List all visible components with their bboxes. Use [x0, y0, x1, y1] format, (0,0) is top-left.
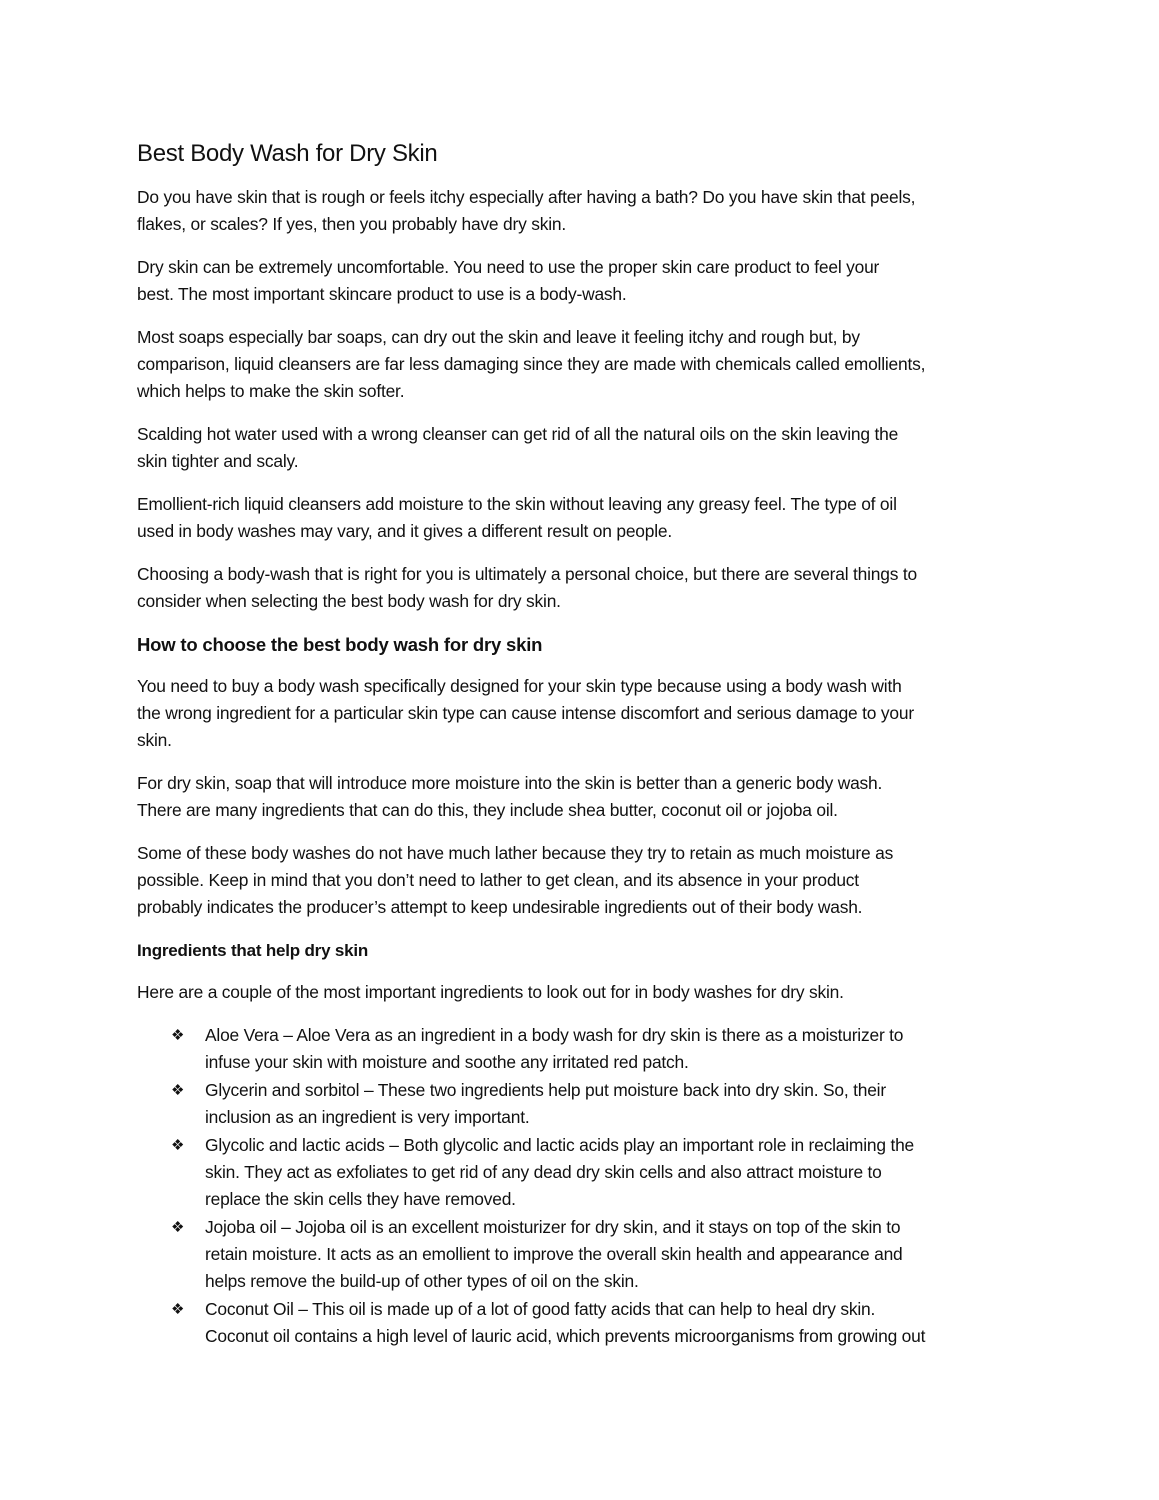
text-line: Dry skin can be extremely uncomfortable. You need to use the proper skin care product to feel your — [137, 257, 880, 277]
text-line: replace the skin cells they have removed. — [205, 1189, 516, 1209]
paragraph — [137, 421, 1037, 475]
paragraph — [137, 184, 1037, 238]
text-line: Most soaps especially bar soaps, can dry out the skin and leave it feeling itchy and rough but, by — [137, 327, 860, 347]
text-line: Aloe Vera – Aloe Vera as an ingredient in a body wash for dry skin is there as a moisturizer to — [205, 1025, 904, 1045]
text-line: infuse your skin with moisture and soothe any irritated red patch. — [205, 1052, 689, 1072]
text-line: retain moisture. It acts as an emollient to improve the overall skin health and appearance and — [205, 1244, 903, 1264]
text-line: consider when selecting the best body wash for dry skin. — [137, 591, 561, 611]
text-line: used in body washes may vary, and it gives a different result on people. — [137, 521, 673, 541]
diamond-bullet-icon: ❖ — [171, 1082, 185, 1099]
subheading: Ingredients that help dry skin — [137, 941, 369, 960]
sub-intro-paragraph: Here are a couple of the most important ingredients to look out for in body washes for dry skin. — [137, 982, 844, 1002]
text-line: Glycerin and sorbitol – These two ingredients help put moisture back into dry skin. So, their — [205, 1080, 886, 1100]
text-line: Emollient-rich liquid cleansers add moisture to the skin without leaving any greasy feel. The type of oil — [137, 494, 897, 514]
text-line: skin tighter and scaly. — [137, 451, 299, 471]
text-line: You need to buy a body wash specifically designed for your skin type because using a body wash with — [137, 676, 902, 696]
text-line: Glycolic and lactic acids – Both glycolic and lactic acids play an important role in reclaiming the — [205, 1135, 915, 1155]
list-item — [137, 1296, 1037, 1350]
text-line: Jojoba oil – Jojoba oil is an excellent moisturizer for dry skin, and it stays on top of the skin to — [205, 1217, 901, 1237]
text-line: probably indicates the producer’s attempt to keep undesirable ingredients out of their body wash. — [137, 897, 863, 917]
text-line: Do you have skin that is rough or feels itchy especially after having a bath? Do you have skin that peels, — [137, 187, 916, 207]
text-line: skin. — [137, 730, 172, 750]
text-line: flakes, or scales? If yes, then you probably have dry skin. — [137, 214, 566, 234]
list-item — [137, 1022, 1037, 1076]
text-line: There are many ingredients that can do this, they include shea butter, coconut oil or jojoba oil. — [137, 800, 838, 820]
diamond-bullet-icon: ❖ — [171, 1027, 185, 1044]
paragraph — [137, 770, 1037, 824]
text-line: possible. Keep in mind that you don’t need to lather to get clean, and its absence in your product — [137, 870, 859, 890]
text-line: Some of these body washes do not have much lather because they try to retain as much moisture as — [137, 843, 894, 863]
list-item — [137, 1214, 1037, 1295]
intro-paragraphs — [137, 184, 1037, 615]
text-line: For dry skin, soap that will introduce more moisture into the skin is better than a generic body wash. — [137, 773, 883, 793]
text-line: helps remove the build-up of other types of oil on the skin. — [205, 1271, 639, 1291]
text-line: skin. They act as exfoliates to get rid of any dead dry skin cells and also attract moisture to — [205, 1162, 882, 1182]
text-line: comparison, liquid cleansers are far less damaging since they are made with chemicals called emollients, — [137, 354, 926, 374]
diamond-bullet-icon: ❖ — [171, 1137, 185, 1154]
text-line: Coconut oil contains a high level of lauric acid, which prevents microorganisms from growing out — [205, 1326, 926, 1346]
diamond-bullet-icon: ❖ — [171, 1219, 185, 1236]
section-heading: How to choose the best body wash for dry skin — [137, 634, 543, 655]
text-line: Scalding hot water used with a wrong cleanser can get rid of all the natural oils on the skin leaving the — [137, 424, 899, 444]
text-line: Coconut Oil – This oil is made up of a lot of good fatty acids that can help to heal dry skin. — [205, 1299, 876, 1319]
paragraph — [137, 491, 1037, 545]
paragraph — [137, 561, 1037, 615]
section-paragraphs — [137, 673, 1037, 921]
diamond-bullet-icon: ❖ — [171, 1301, 185, 1318]
paragraph — [137, 254, 1037, 308]
ingredient-list — [137, 1022, 1037, 1350]
text-line: the wrong ingredient for a particular skin type can cause intense discomfort and serious damage to your — [137, 703, 914, 723]
list-item — [137, 1077, 1037, 1131]
text-line: which helps to make the skin softer. — [137, 381, 405, 401]
document-page — [137, 138, 1037, 1351]
text-line: inclusion as an ingredient is very important. — [205, 1107, 530, 1127]
paragraph — [137, 324, 1037, 405]
list-item — [137, 1132, 1037, 1213]
paragraph — [137, 840, 1037, 921]
text-line: best. The most important skincare product to use is a body-wash. — [137, 284, 627, 304]
document-title: Best Body Wash for Dry Skin — [137, 140, 438, 167]
paragraph — [137, 673, 1037, 754]
text-line: Choosing a body-wash that is right for you is ultimately a personal choice, but there are several things to — [137, 564, 917, 584]
